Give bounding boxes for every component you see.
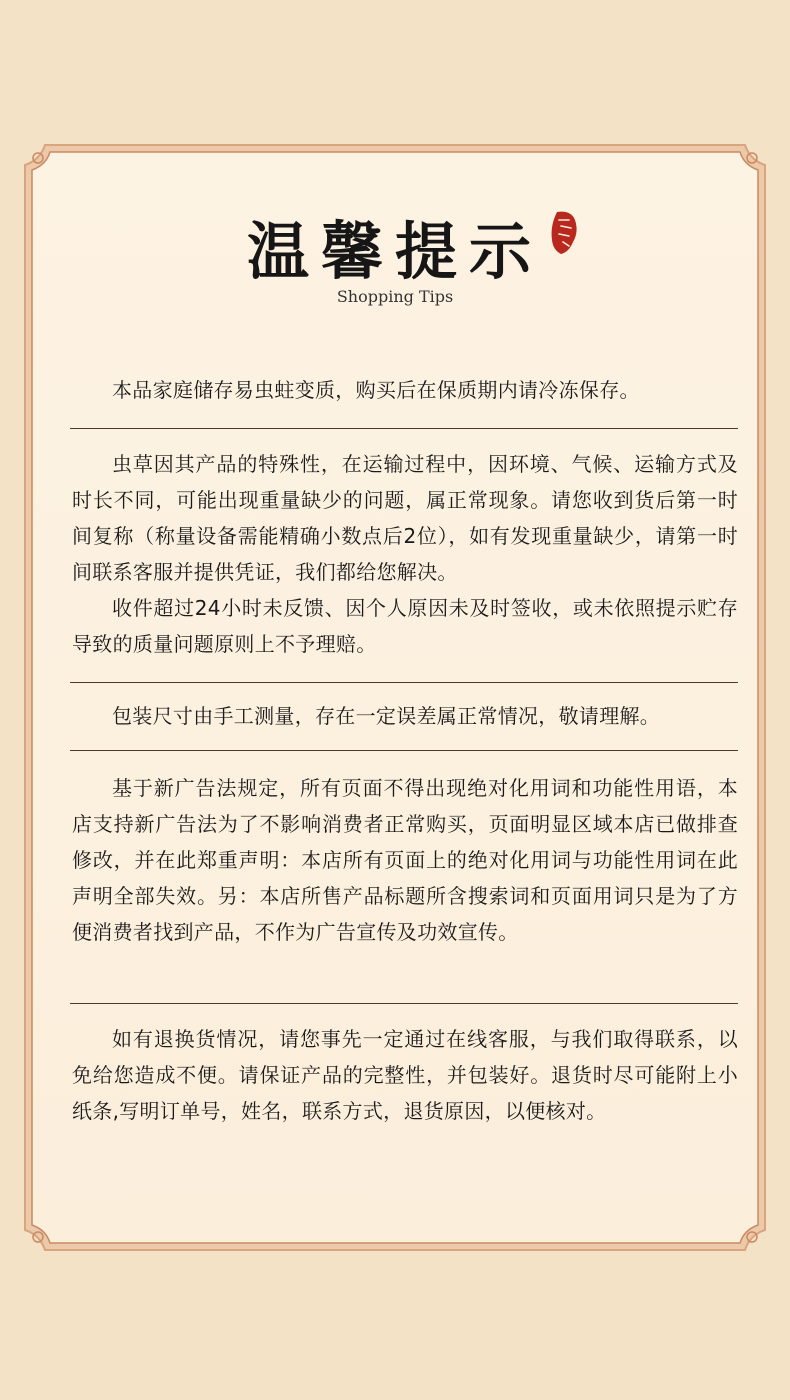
page-title: 温馨提示 [246, 215, 543, 288]
section-divider [70, 428, 738, 429]
page-subtitle: Shopping Tips [336, 287, 454, 306]
section-divider [70, 682, 738, 683]
section-divider [70, 750, 738, 751]
tip-paragraph: 如有退换货情况，请您事先一定通过在线客服，与我们取得联系，以免给您造成不便。请保证产品的完整性，并包装好。退货时尽可能附上小纸条,写明订单号，姓名，联系方式，退货原因，以便核对。 [72, 1027, 738, 1123]
tip-section-packaging [72, 698, 738, 734]
tip-section-returns [72, 1021, 738, 1129]
tip-paragraph: 虫草因其产品的特殊性，在运输过程中，因环境、气候、运输方式及时长不同，可能出现重量缺少的问题，属正常现象。请您收到货后第一时间复称（称量设备需能精确小数点后2位），如有发现重量缺少，请第一时间联系客服并提供凭证，我们都给您解决。 [72, 452, 738, 584]
section-divider [70, 1003, 738, 1004]
tip-section-weight [72, 446, 738, 662]
tip-section-storage [72, 372, 738, 408]
tip-paragraph: 基于新广告法规定，所有页面不得出现绝对化用词和功能性用语，本店支持新广告法为了不影响消费者正常购买，页面明显区域本店已做排查修改，并在此郑重声明：本店所有页面上的绝对化用词与功能性用词在此声明全部失效。另：本店所售产品标题所含搜索词和页面用词只是为了方便消费者找到产品，不作为广告宣传及功效宣传。 [72, 776, 738, 944]
red-seal-icon [549, 210, 579, 256]
tip-section-advertising-law [72, 770, 738, 950]
tip-paragraph: 包装尺寸由手工测量，存在一定误差属正常情况，敬请理解。 [112, 704, 661, 728]
tip-paragraph: 收件超过24小时未反馈、因个人原因未及时签收，或未依照提示贮存导致的质量问题原则上不予理赔。 [72, 596, 738, 656]
tip-paragraph: 本品家庭储存易虫蛀变质，购买后在保质期内请冷冻保存。 [112, 378, 640, 402]
